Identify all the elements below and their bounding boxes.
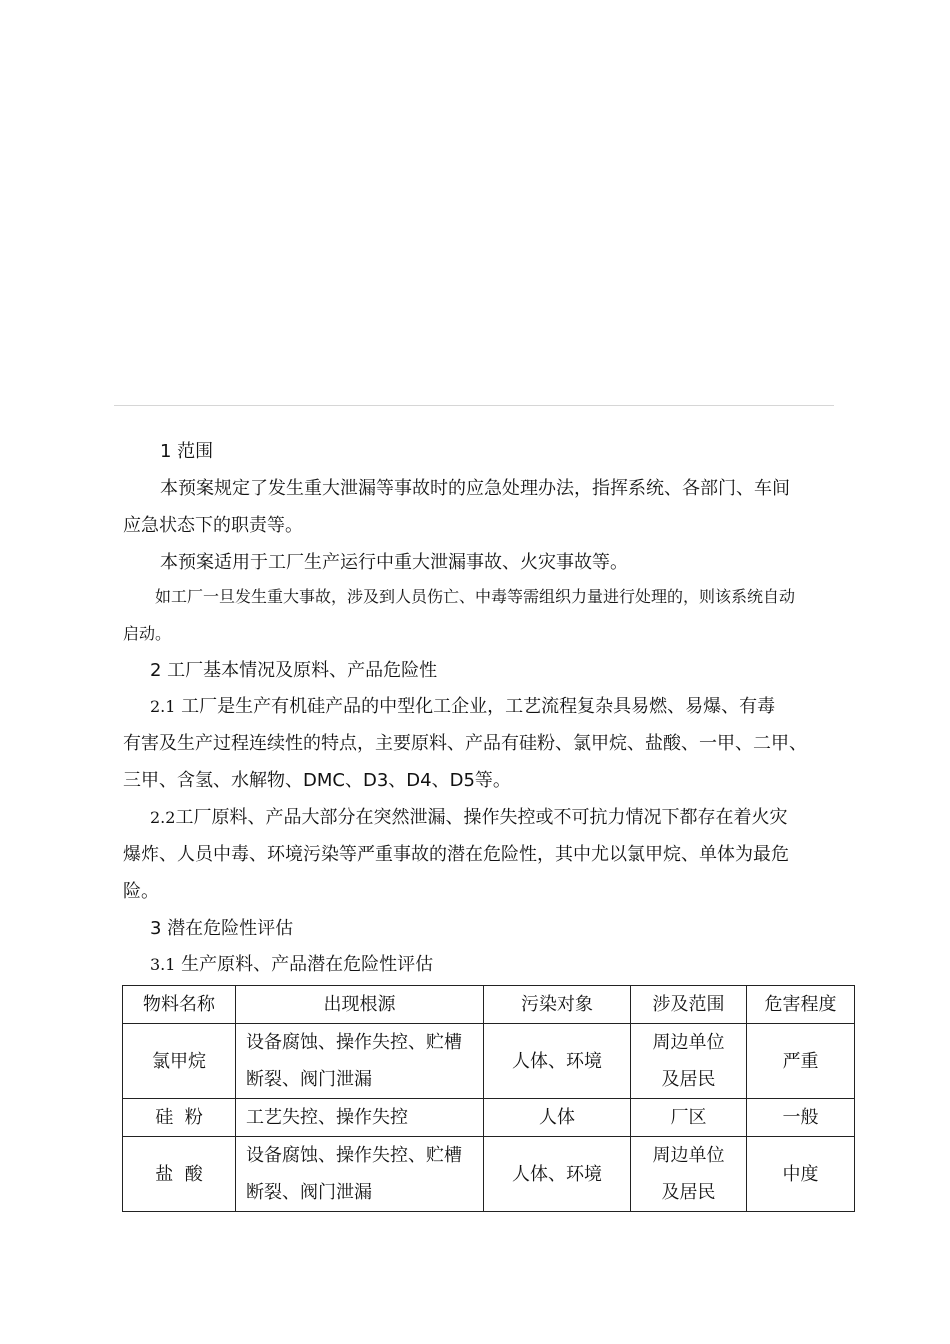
cell-source: [236, 1137, 484, 1212]
header-pollution-target: 污染对象: [484, 986, 631, 1024]
section-1-paragraph-1-line-1: 本预案规定了发生重大泄漏等事故时的应急处理办法，指挥系统、各部门、车间: [160, 478, 790, 499]
cell-pollution-target: 人体、环境: [484, 1137, 631, 1212]
cell-source-text: 设备腐蚀、操作失控、贮槽 断裂、阀门泄漏: [246, 1145, 462, 1203]
header-scope: 涉及范围: [631, 986, 747, 1024]
cell-scope-text: 周边单位 及居民: [652, 1145, 725, 1203]
section-2-1-text-1: 工厂是生产有机硅产品的中型化工企业，工艺流程复杂具易燃、易爆、有毒: [175, 696, 776, 717]
section-1-paragraph-3-line-1: 如工厂一旦发生重大事故，涉及到人员伤亡、中毒等需组织力量进行处理的，则该系统自动: [155, 587, 796, 606]
section-2-2-number: 2.2: [150, 808, 176, 827]
cell-material-name: 硅 粉: [123, 1099, 236, 1137]
cell-scope: [631, 1137, 747, 1212]
cell-hazard-degree: 一般: [747, 1099, 855, 1137]
cell-scope-text: 周边单位 及居民: [652, 1032, 725, 1090]
table-row: [123, 1024, 855, 1099]
section-2-1-line-2: 有害及生产过程连续性的特点，主要原料、产品有硅粉、氯甲烷、盐酸、一甲、二甲、: [123, 733, 807, 754]
section-2-2-line-1: [150, 806, 787, 830]
section-2-2-text-1: 工厂原料、产品大部分在突然泄漏、操作失控或不可抗力情况下都存在着火灾: [175, 807, 788, 828]
section-1-title: 1 范围: [160, 441, 214, 462]
cell-material-name: 氯甲烷: [123, 1024, 236, 1099]
header-hazard-degree: 危害程度: [747, 986, 855, 1024]
header-source: 出现根源: [236, 986, 484, 1024]
section-3-1-text: 生产原料、产品潜在危险性评估: [175, 954, 434, 975]
cell-pollution-target: 人体: [484, 1099, 631, 1137]
section-3-title: 3 潜在危险性评估: [150, 918, 294, 939]
cell-source: [236, 1024, 484, 1099]
table-row: [123, 1099, 855, 1137]
cell-scope-text: 厂区: [670, 1107, 707, 1128]
section-1-paragraph-2: 本预案适用于工厂生产运行中重大泄漏事故、火灾事故等。: [160, 552, 628, 573]
header-divider: [114, 405, 834, 406]
header-material-name: 物料名称: [123, 986, 236, 1024]
cell-material-name: 盐 酸: [123, 1137, 236, 1212]
section-2-2-line-2: 爆炸、人员中毒、环境污染等严重事故的潜在危险性，其中尤以氯甲烷、单体为最危: [123, 844, 789, 865]
section-2-2-line-3: 险。: [123, 881, 159, 902]
section-2-title: 2 工厂基本情况及原料、产品危险性: [150, 660, 438, 681]
table-row: [123, 1137, 855, 1212]
cell-source-text: 工艺失控、操作失控: [246, 1107, 408, 1128]
section-1-paragraph-1-line-2: 应急状态下的职责等。: [123, 515, 303, 536]
cell-source-text: 设备腐蚀、操作失控、贮槽 断裂、阀门泄漏: [246, 1032, 462, 1090]
hazard-assessment-table: [122, 985, 855, 1212]
cell-source: [236, 1099, 484, 1137]
cell-scope: [631, 1024, 747, 1099]
cell-hazard-degree: 中度: [747, 1137, 855, 1212]
section-2-1-line-1: [150, 695, 775, 719]
section-3-1-title: [150, 953, 433, 977]
section-2-1-number: 2.1: [150, 697, 176, 716]
section-1-paragraph-3-line-2: 启动。: [123, 624, 172, 643]
cell-hazard-degree: 严重: [747, 1024, 855, 1099]
cell-scope: [631, 1099, 747, 1137]
section-2-1-line-3: 三甲、含氢、水解物、DMC、D3、D4、D5等。: [123, 770, 511, 791]
cell-pollution-target: 人体、环境: [484, 1024, 631, 1099]
section-3-1-number: 3.1: [150, 955, 176, 974]
table-header-row: [123, 986, 855, 1024]
